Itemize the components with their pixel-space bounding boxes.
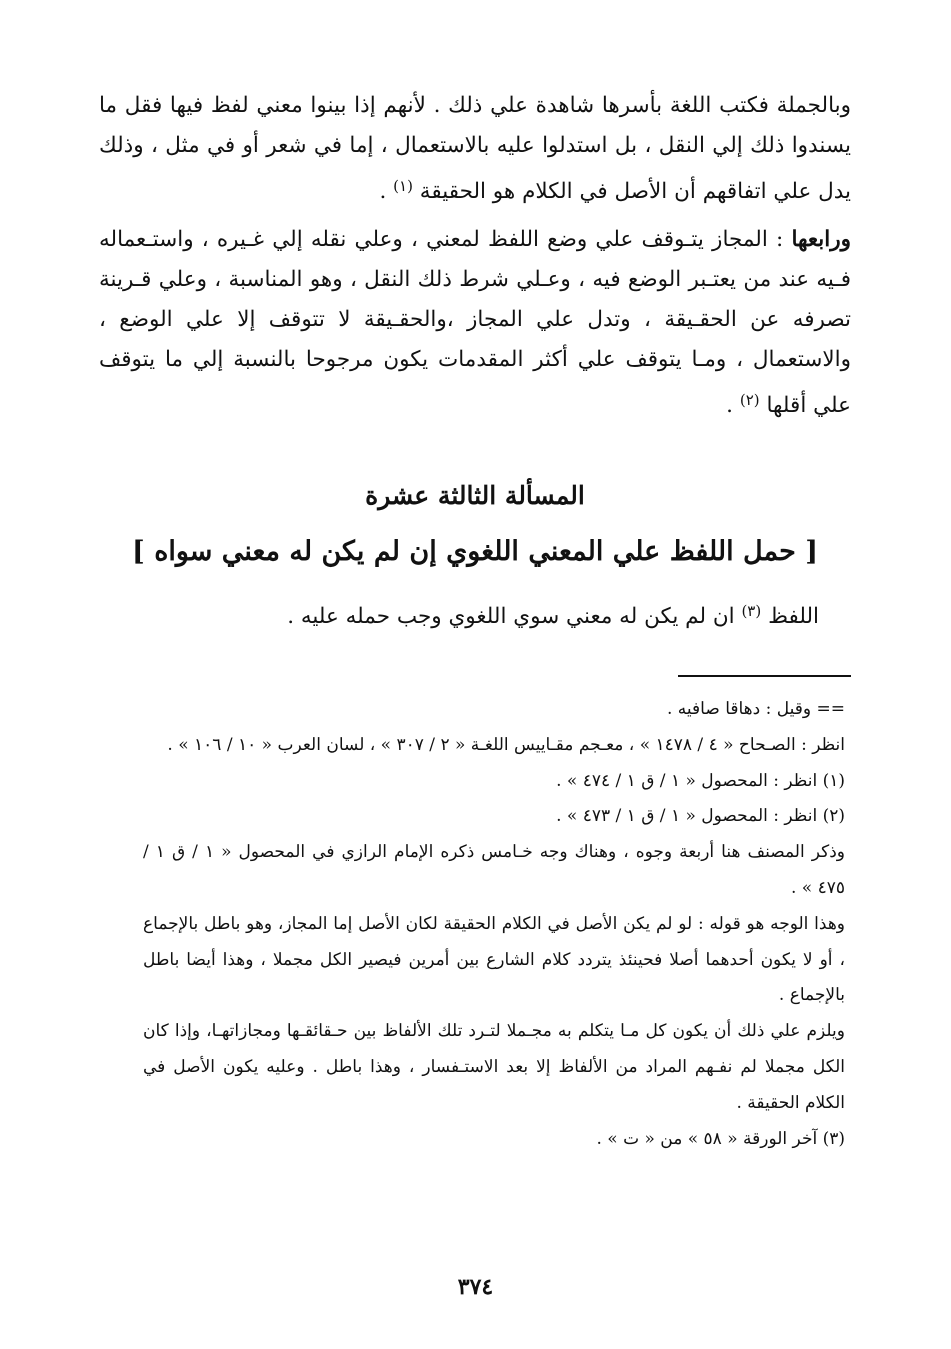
paragraph-2-end: . xyxy=(726,393,740,418)
footnote-source: انظر : الصـحاح « ٤ / ١٤٧٨ » ، معـجم مقـاييس اللغـة « ٢ / ٣٠٧ » ، لسان العرب « ١٠ / ١٠٦ » . xyxy=(167,734,845,755)
footnote-1: (١) انظر : المحصول « ١ / ق ١ / ٤٧٤ » . xyxy=(556,770,845,791)
footnote-2-note-c: ويلزم علي ذلك أن يكون كل مـا يتكلم به مجـملا لتـرد تلك الألفاظ بين حـقائقـها ومجازاتهـا، وإذا كان الكل مجملا لم نفـهم المراد من الألفاظ إلا بعد الاستـفسار ، وهذا باطل . وعليه يكون الأصل في الكلام الحقيقة . xyxy=(143,1021,845,1113)
paragraph-2-text: : المجاز يتـوقف علي وضع اللفظ لمعني ، وعلي نقله إلي غـيره ، واستـعماله فـيه عند من يعتـبر الوضع فيه ، وعـلي شرط ذلك النقل ، وهو المناسبة ، وعلي قـرينة تصرفه عن الحقـيقة ، وتدل علي المجاز ،والحقـيقة لا تتوقف إلا علي الوضع ، والاستعمال ، ومـا يتوقف علي أكثر المقدمات يكون مرجوحا بالنسبة إلي ما يتوقف علي أقلها xyxy=(99,227,851,418)
paragraph-3 xyxy=(287,591,819,637)
footnote-ref-3: (٣) xyxy=(741,602,762,620)
footnote-2: (٢) انظر : المحصول « ١ / ق ١ / ٤٧٣ » . xyxy=(556,806,845,827)
paragraph-2-lead: ورابعها xyxy=(791,227,851,252)
paragraph-1-text: وبالجملة فكتب اللغة بأسرها شاهدة علي ذلك . لأنهم إذا بينوا معني لفظ فيها فقل ما يسندوا ذلك إلي النقل ، بل استدلوا عليه بالاستعمال ، إما في شعر أو في مثل ، وذلك يدل علي اتفاقهم أن الأصل في الكلام هو الحقيقة xyxy=(99,93,851,204)
footnote-ref-2: (٢) xyxy=(739,391,760,409)
main-text xyxy=(99,86,851,426)
footnote-ref-1: (١) xyxy=(393,177,413,195)
section-title: المسألة الثالثة عشرة xyxy=(365,481,585,510)
paragraph-3-text: ان لم يكن له معني سوي اللغوي وجب حمله عليه . xyxy=(287,604,742,629)
footnote-2-note-b: وهذا الوجه هو قوله : لو لم يكن الأصل في الكلام الحقيقة لكان الأصل إما المجاز، وهو باطل بالإجماع ، أو لا يكون أحدهما أصلا فحينئذ يتردد كلام الشارع بين أمرين فيصير الكل مجملا ، وهذا أيضا باطل بالإجماع . xyxy=(143,913,845,1006)
paragraph-1 xyxy=(99,86,851,212)
footnote-continuation: == وقيل : دهاقا صافيه . xyxy=(667,699,845,719)
footnote-3: (٣) آخر الورقة « ٥٨ » من « ت » . xyxy=(596,1128,845,1149)
footnote-2-note-a: وذكر المصنف هنا أربعة وجوه ، وهناك وجه خـامس ذكره الإمام الرازي في المحصول « ١ / ق ١ / ٤٧٥ » . xyxy=(143,842,845,898)
footnotes xyxy=(143,692,845,1157)
page-number: ٣٧٤ xyxy=(457,1274,494,1300)
paragraph-3-start: اللفظ xyxy=(768,604,819,629)
footnote-divider xyxy=(678,675,851,677)
paragraph-1-end: . xyxy=(379,179,394,204)
section-subtitle: [ حمل اللفظ علي المعني اللغوي إن لم يكن له معني سواه ] xyxy=(132,536,818,567)
paragraph-2 xyxy=(99,220,851,426)
